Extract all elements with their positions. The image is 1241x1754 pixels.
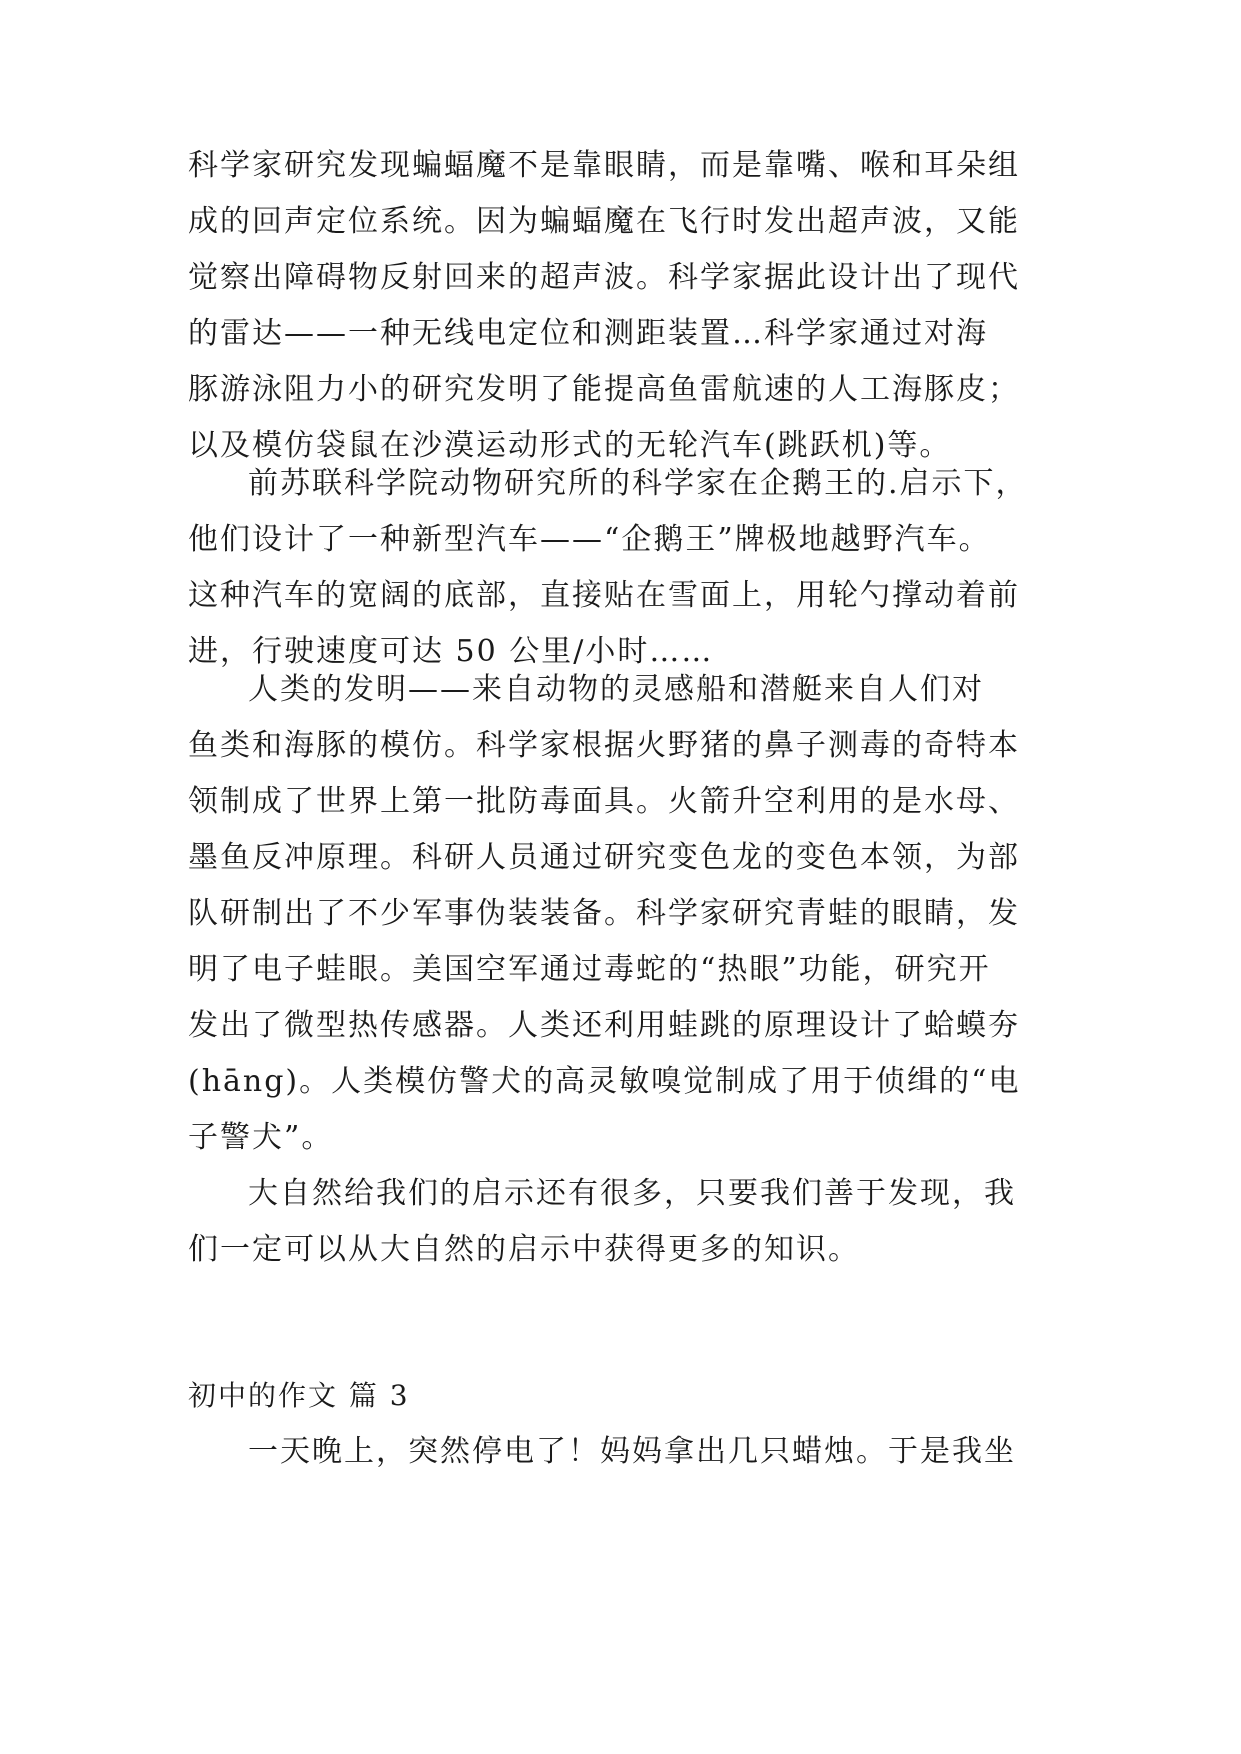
paragraph-line: 科学家研究发现蝙蝠魔不是靠眼睛，而是靠嘴、喉和耳朵组 — [188, 148, 1020, 183]
paragraph-line: 发出了微型热传感器。人类还利用蛙跳的原理设计了蛤蟆夯 — [188, 1008, 1020, 1043]
paragraph-line: 这种汽车的宽阔的底部，直接贴在雪面上，用轮勺撑动着前 — [188, 578, 1020, 613]
paragraph-line: 前苏联科学院动物研究所的科学家在企鹅王的.启示下， — [248, 466, 1028, 501]
paragraph-line: 队研制出了不少军事伪装装备。科学家研究青蛙的眼睛，发 — [188, 896, 1020, 931]
paragraph-line: 鱼类和海豚的模仿。科学家根据火野猪的鼻子测毒的奇特本 — [188, 728, 1020, 763]
paragraph-line: 大自然给我们的启示还有很多，只要我们善于发现，我 — [248, 1176, 1016, 1211]
section-heading: 初中的作文 篇 3 — [188, 1379, 410, 1412]
paragraph-line: 人类的发明——来自动物的灵感船和潜艇来自人们对 — [248, 672, 984, 707]
paragraph-line: 豚游泳阻力小的研究发明了能提高鱼雷航速的人工海豚皮； — [188, 372, 1020, 407]
paragraph-line: 明了电子蛙眼。美国空军通过毒蛇的“热眼”功能，研究开 — [188, 952, 991, 987]
paragraph-line: 一天晚上，突然停电了！妈妈拿出几只蜡烛。于是我坐 — [248, 1434, 1016, 1469]
paragraph-line: 们一定可以从大自然的启示中获得更多的知识。 — [188, 1232, 860, 1267]
paragraph-line: 他们设计了一种新型汽车——“企鹅王”牌极地越野汽车。 — [188, 522, 991, 557]
paragraph-line: 的雷达——一种无线电定位和测距装置…科学家通过对海 — [188, 316, 988, 351]
paragraph-line: 子警犬”。 — [188, 1120, 334, 1155]
paragraph-line: 领制成了世界上第一批防毒面具。火箭升空利用的是水母、 — [188, 784, 1020, 819]
paragraph-line: (hāng)。人类模仿警犬的高灵敏嗅觉制成了用于侦缉的“电 — [188, 1064, 1021, 1099]
paragraph-line: 觉察出障碍物反射回来的超声波。科学家据此设计出了现代 — [188, 260, 1020, 295]
paragraph-line: 以及模仿袋鼠在沙漠运动形式的无轮汽车(跳跃机)等。 — [188, 428, 952, 463]
paragraph-line: 墨鱼反冲原理。科研人员通过研究变色龙的变色本领，为部 — [188, 840, 1020, 875]
paragraph-line: 进，行驶速度可达 50 公里/小时…… — [188, 634, 714, 669]
paragraph-line: 成的回声定位系统。因为蝙蝠魔在飞行时发出超声波，又能 — [188, 204, 1020, 239]
